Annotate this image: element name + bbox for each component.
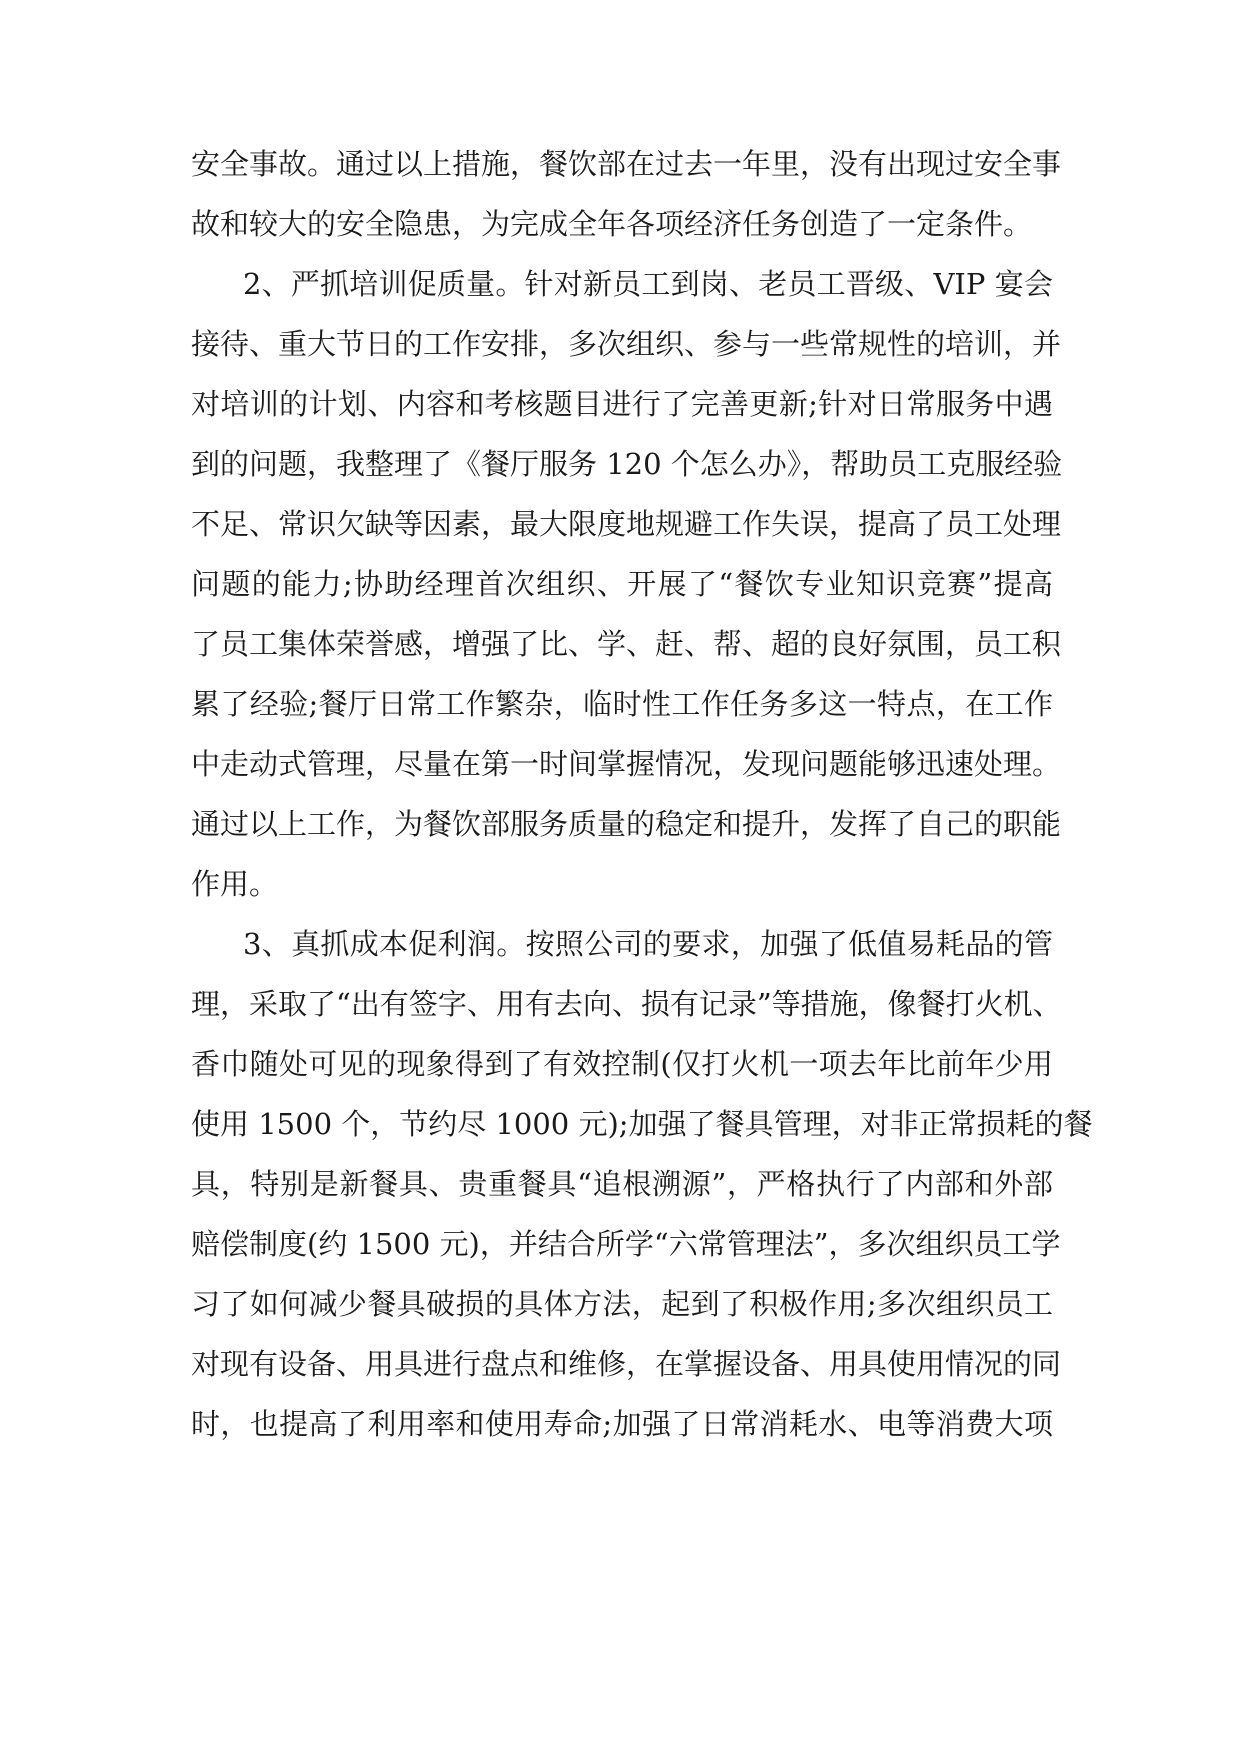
text-line: 到的问题，我整理了《餐厅服务 120 个怎么办》，帮助员工克服经验 [191, 447, 1063, 481]
text-line: 习了如何减少餐具破损的具体方法，起到了积极作用;多次组织员工 [191, 1287, 1053, 1321]
text-line: 香巾随处可见的现象得到了有效控制(仅打火机一项去年比前年少用 [191, 1047, 1053, 1081]
paragraph-2-first-line: 2、严抓培训促质量。针对新员工到岗、老员工晋级、VIP 宴会 [243, 267, 1053, 301]
text-line: 中走动式管理，尽量在第一时间掌握情况，发现问题能够迅速处理。 [191, 747, 1062, 781]
text-line: 赔偿制度(约 1500 元)，并结合所学“六常管理法”，多次组织员工学 [191, 1227, 1061, 1261]
text-line: 时，也提高了利用率和使用寿命;加强了日常消耗水、电等消费大项 [191, 1407, 1053, 1441]
text-line: 对培训的计划、内容和考核题目进行了完善更新;针对日常服务中遇 [191, 387, 1053, 421]
text-line: 安全事故。通过以上措施，餐饮部在过去一年里，没有出现过安全事 [191, 147, 1062, 181]
text-line: 理，采取了“出有签字、用有去向、损有记录”等措施，像餐打火机、 [191, 987, 1062, 1021]
text-line: 故和较大的安全隐患，为完成全年各项经济任务创造了一定条件。 [191, 207, 1033, 241]
text-line: 作用。 [191, 867, 279, 901]
text-line: 接待、重大节日的工作安排，多次组织、参与一些常规性的培训，并 [191, 327, 1062, 361]
text-line: 不足、常识欠缺等因素，最大限度地规避工作失误，提高了员工处理 [191, 507, 1062, 541]
text-line: 对现有设备、用具进行盘点和维修，在掌握设备、用具使用情况的同 [191, 1347, 1062, 1381]
text-line: 问题的能力;协助经理首次组织、开展了“餐饮专业知识竞赛”提高 [191, 567, 1053, 601]
text-line: 使用 1500 个，节约尽 1000 元);加强了餐具管理，对非正常损耗的餐 [191, 1107, 1093, 1141]
text-line: 了员工集体荣誉感，增强了比、学、赶、帮、超的良好氛围，员工积 [191, 627, 1062, 661]
text-line: 累了经验;餐厅日常工作繁杂，临时性工作任务多这一特点，在工作 [191, 687, 1053, 721]
text-line: 具，特别是新餐具、贵重餐具“追根溯源”，严格执行了内部和外部 [191, 1167, 1053, 1201]
paragraph-3-first-line: 3、真抓成本促利润。按照公司的要求，加强了低值易耗品的管 [243, 927, 1053, 961]
text-line: 通过以上工作，为餐饮部服务质量的稳定和提升，发挥了自己的职能 [191, 807, 1062, 841]
